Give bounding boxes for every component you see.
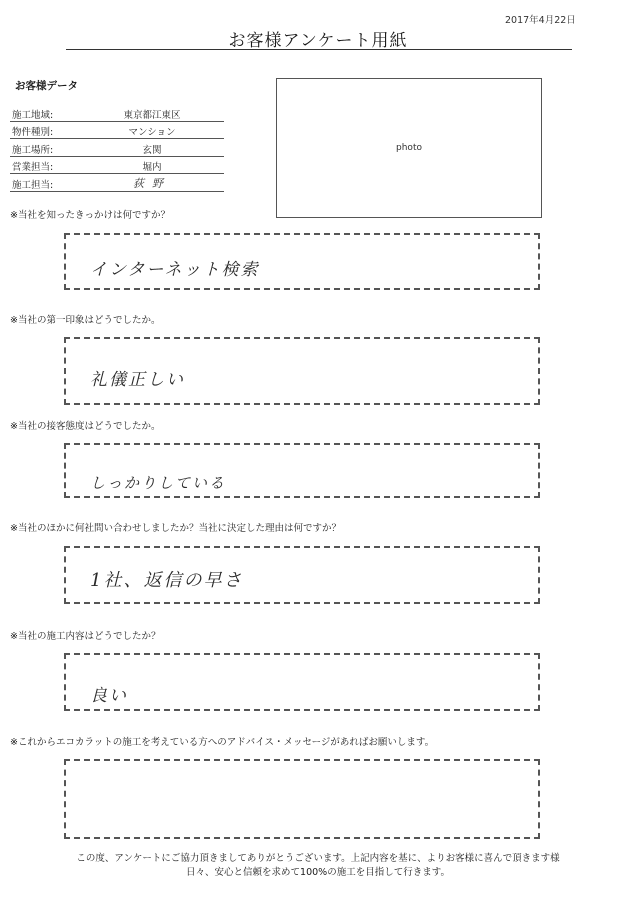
- row-label: 物件種別:: [10, 121, 80, 139]
- row-value: 東京都江東区: [80, 104, 224, 121]
- row-label: 施工担当:: [10, 174, 80, 192]
- answer-box-6: [64, 759, 540, 839]
- table-row: [10, 139, 224, 157]
- photo-placeholder: [276, 78, 542, 218]
- question-2: ※当社の第一印象はどうでしたか。: [10, 315, 161, 326]
- table-row: [10, 121, 224, 139]
- question-4: ※当社のほかに何社問い合わせしましたか？当社に決定した理由は何ですか？: [10, 523, 341, 534]
- row-label: 施工場所:: [10, 139, 80, 157]
- answer-box-1: [64, 233, 540, 290]
- answer-3-handwriting: しっかりしている: [90, 474, 227, 492]
- question-3: ※当社の接客態度はどうでしたか。: [10, 421, 161, 432]
- answer-5-handwriting: 良い: [90, 686, 128, 706]
- row-value: マンション: [80, 121, 224, 139]
- question-6: ※これからエコカラットの施工を考えている方へのアドバイス・メッセージがあればお願いします。: [10, 737, 435, 748]
- answer-box-2: [64, 337, 540, 405]
- row-value: 堀内: [80, 156, 224, 174]
- customer-data-table: [10, 104, 224, 192]
- installer-handwritten-name: 荻野: [133, 176, 171, 190]
- customer-data-heading: お客様データ: [15, 80, 78, 92]
- answer-box-4: [64, 546, 540, 604]
- answer-2-handwriting: 礼儀正しい: [90, 370, 185, 390]
- footer-line-1: この度、アンケートにご協力頂きましてありがとうございます。上記内容を基に、よりお客様に喜んで頂きます様: [76, 853, 560, 864]
- table-row: [10, 174, 224, 192]
- answer-1-handwriting: インターネット検索: [90, 260, 260, 280]
- question-5: ※当社の施工内容はどうでしたか？: [10, 631, 161, 642]
- question-1: ※当社を知ったきっかけは何ですか？: [10, 210, 170, 221]
- table-row: [10, 156, 224, 174]
- footer-message: [0, 852, 636, 880]
- table-row: [10, 104, 224, 121]
- survey-date: 2017年4月22日: [505, 15, 576, 26]
- title-underline: [66, 49, 572, 50]
- row-label: 営業担当:: [10, 156, 80, 174]
- row-value: 玄関: [80, 139, 224, 157]
- row-value: [80, 174, 224, 192]
- answer-box-3: [64, 443, 540, 498]
- answer-box-5: [64, 653, 540, 711]
- photo-label: photo: [396, 143, 422, 153]
- row-label: 施工地域:: [10, 104, 80, 121]
- footer-line-2: 日々、安心と信頼を求めて100%の施工を目指して行きます。: [186, 867, 450, 878]
- page-title: お客様アンケート用紙: [228, 31, 408, 51]
- answer-4-handwriting: 1社、返信の早さ: [90, 570, 244, 591]
